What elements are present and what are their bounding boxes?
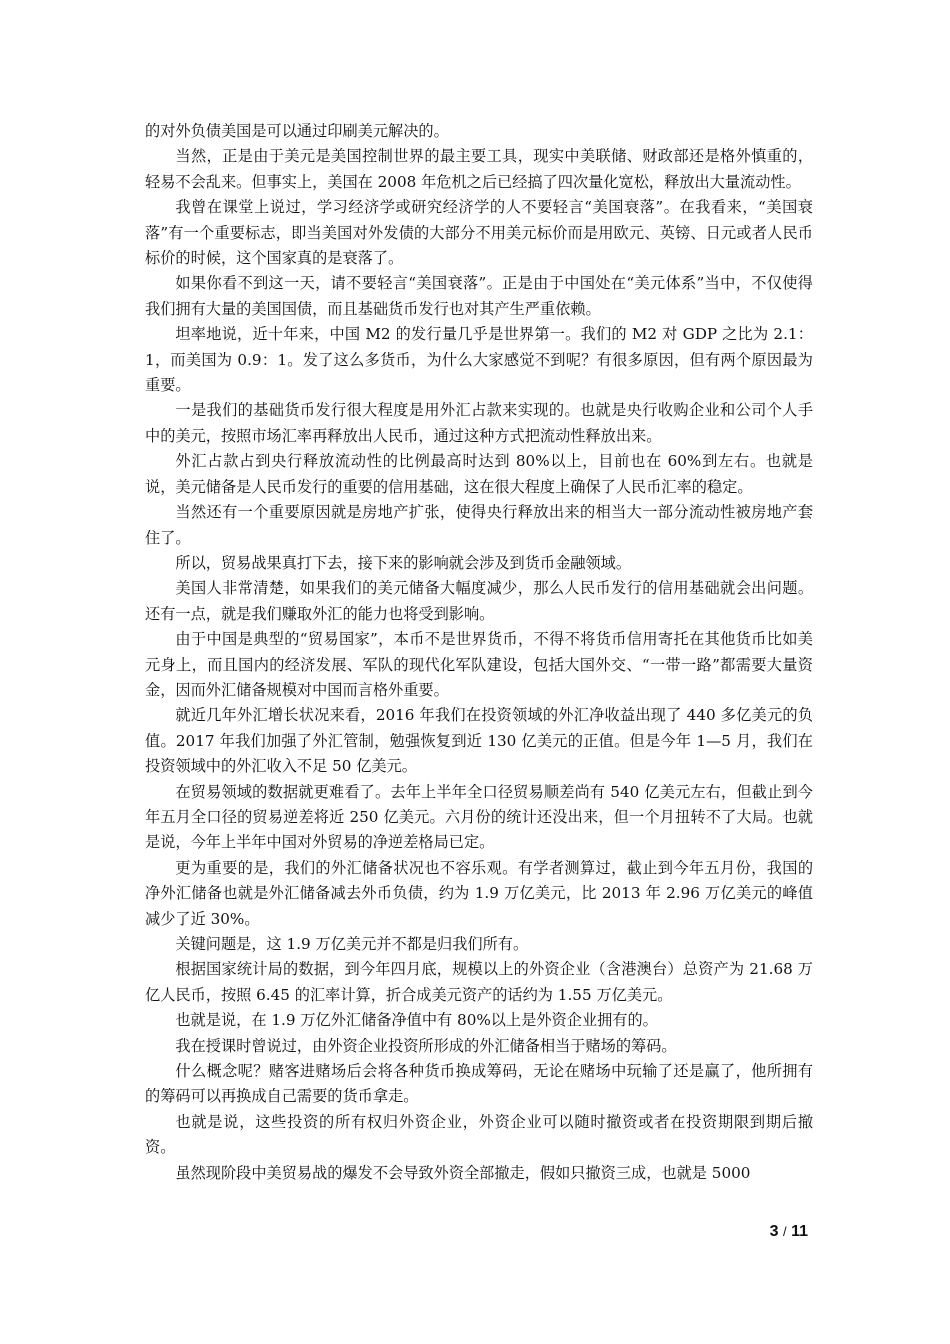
paragraph: 美国人非常清楚，如果我们的美元储备大幅度减少，那么人民币发行的信用基础就会出问题。还有一点，就是我们赚取外汇的能力也将受到影响。 bbox=[145, 579, 813, 623]
paragraph: 就近几年外汇增长状况来看，2016 年我们在投资领域的外汇净收益出现了 440 多亿美元的负值。2017 年我们加强了外汇管制，勉强恢复到近 130 亿美元的正值。但是今年 1—5 月，我们在投资领域中的外汇收入不足 50 亿美元。 bbox=[145, 706, 813, 776]
paragraph: 更为重要的是，我们的外汇储备状况也不容乐观。有学者测算过，截止到今年五月份，我国的净外汇储备也就是外汇储备减去外币负债，约为 1.9 万亿美元，比 2013 年 2.96 万亿美元的峰值减少了近 30%。 bbox=[145, 858, 813, 928]
paragraph: 也就是说，这些投资的所有权归外资企业，外资企业可以随时撤资或者在投资期限到期后撤资。 bbox=[145, 1112, 813, 1157]
paragraph: 虽然现阶段中美贸易战的爆发不会导致外资全部撤走，假如只撤资三成，也就是 5000 bbox=[175, 1163, 751, 1182]
paragraph: 一是我们的基础货币发行很大程度是用外汇占款来实现的。也就是央行收购企业和公司个人手中的美元，按照市场汇率再释放出人民币，通过这种方式把流动性释放出来。 bbox=[145, 401, 813, 445]
paragraph: 我在授课时曾说过，由外资企业投资所形成的外汇储备相当于赌场的筹码。 bbox=[175, 1036, 677, 1055]
paragraph: 当然还有一个重要原因就是房地产扩张，使得央行释放出来的相当大一部分流动性被房地产套住了。 bbox=[145, 503, 813, 547]
paragraph: 根据国家统计局的数据，到今年四月底，规模以上的外资企业（含港澳台）总资产为 21.68 万亿人民币，按照 6.45 的汇率计算，折合成美元资产的话约为 1.55 万亿美元。 bbox=[145, 960, 813, 1004]
paragraph: 如果你看不到这一天，请不要轻言“美国衰落”。正是由于中国处在“美元体系”当中，不仅使得我们拥有大量的美国国债，而且基础货币发行也对其产生严重依赖。 bbox=[145, 274, 813, 318]
paragraph: 由于中国是典型的“贸易国家”，本币不是世界货币，不得不将货币信用寄托在其他货币比如美元身上，而且国内的经济发展、军队的现代化军队建设，包括大国外交、“一带一路”都需要大量资金，因而外汇储备规模对中国而言格外重要。 bbox=[145, 630, 813, 699]
paragraph: 所以，贸易战果真打下去，接下来的影响就会涉及到货币金融领域。 bbox=[175, 553, 632, 572]
paragraph: 外汇占款占到央行释放流动性的比例最高时达到 80%以上，目前也在 60%到左右。也就是说，美元储备是人民币发行的重要的信用基础，这在很大程度上确保了人民币汇率的稳定。 bbox=[145, 452, 813, 496]
paragraph: 的对外负债美国是可以通过印刷美元解决的。 bbox=[145, 122, 449, 140]
page-number-total: 11 bbox=[791, 1223, 808, 1240]
page-number-current: 3 bbox=[769, 1223, 779, 1240]
paragraph: 关键问题是，这 1.9 万亿美元并不都是归我们所有。 bbox=[175, 935, 529, 953]
paragraph: 当然，正是由于美元是美国控制世界的最主要工具，现实中美联储、财政部还是格外慎重的，轻易不会乱来。但事实上，美国在 2008 年危机之后已经搞了四次量化宽松，释放出大量流动性。 bbox=[145, 147, 813, 191]
page-number bbox=[740, 1223, 808, 1241]
document-body bbox=[145, 119, 813, 1186]
paragraph: 在贸易领域的数据就更难看了。去年上半年全口径贸易顺差尚有 540 亿美元左右，但截止到今年五月全口径的贸易逆差将近 250 亿美元。六月份的统计还没出来，但一个月扭转不了大局。也就是说，今年上半年中国对外贸易的净逆差格局已定。 bbox=[145, 782, 813, 852]
page-number-separator: / bbox=[783, 1224, 787, 1239]
paragraph: 也就是说，在 1.9 万亿外汇储备净值中有 80%以上是外资企业拥有的。 bbox=[175, 1011, 658, 1030]
paragraph: 我曾在课堂上说过，学习经济学或研究经济学的人不要轻言“美国衰落”。在我看来，“美国衰落”有一个重要标志，即当美国对外发债的大部分不用美元标价而是用欧元、英镑、日元或者人民币标价的时候，这个国家真的是衰落了。 bbox=[145, 198, 813, 268]
paragraph: 坦率地说，近十年来，中国 M2 的发行量几乎是世界第一。我们的 M2 对 GDP 之比为 2.1：1，而美国为 0.9：1。发了这么多货币，为什么大家感觉不到呢？有很多原因，但有两个原因最为重要。 bbox=[145, 325, 813, 395]
paragraph: 什么概念呢？赌客进赌场后会将各种货币换成筹码，无论在赌场中玩输了还是赢了，他所拥有的筹码可以再换成自己需要的货币拿走。 bbox=[145, 1062, 813, 1106]
